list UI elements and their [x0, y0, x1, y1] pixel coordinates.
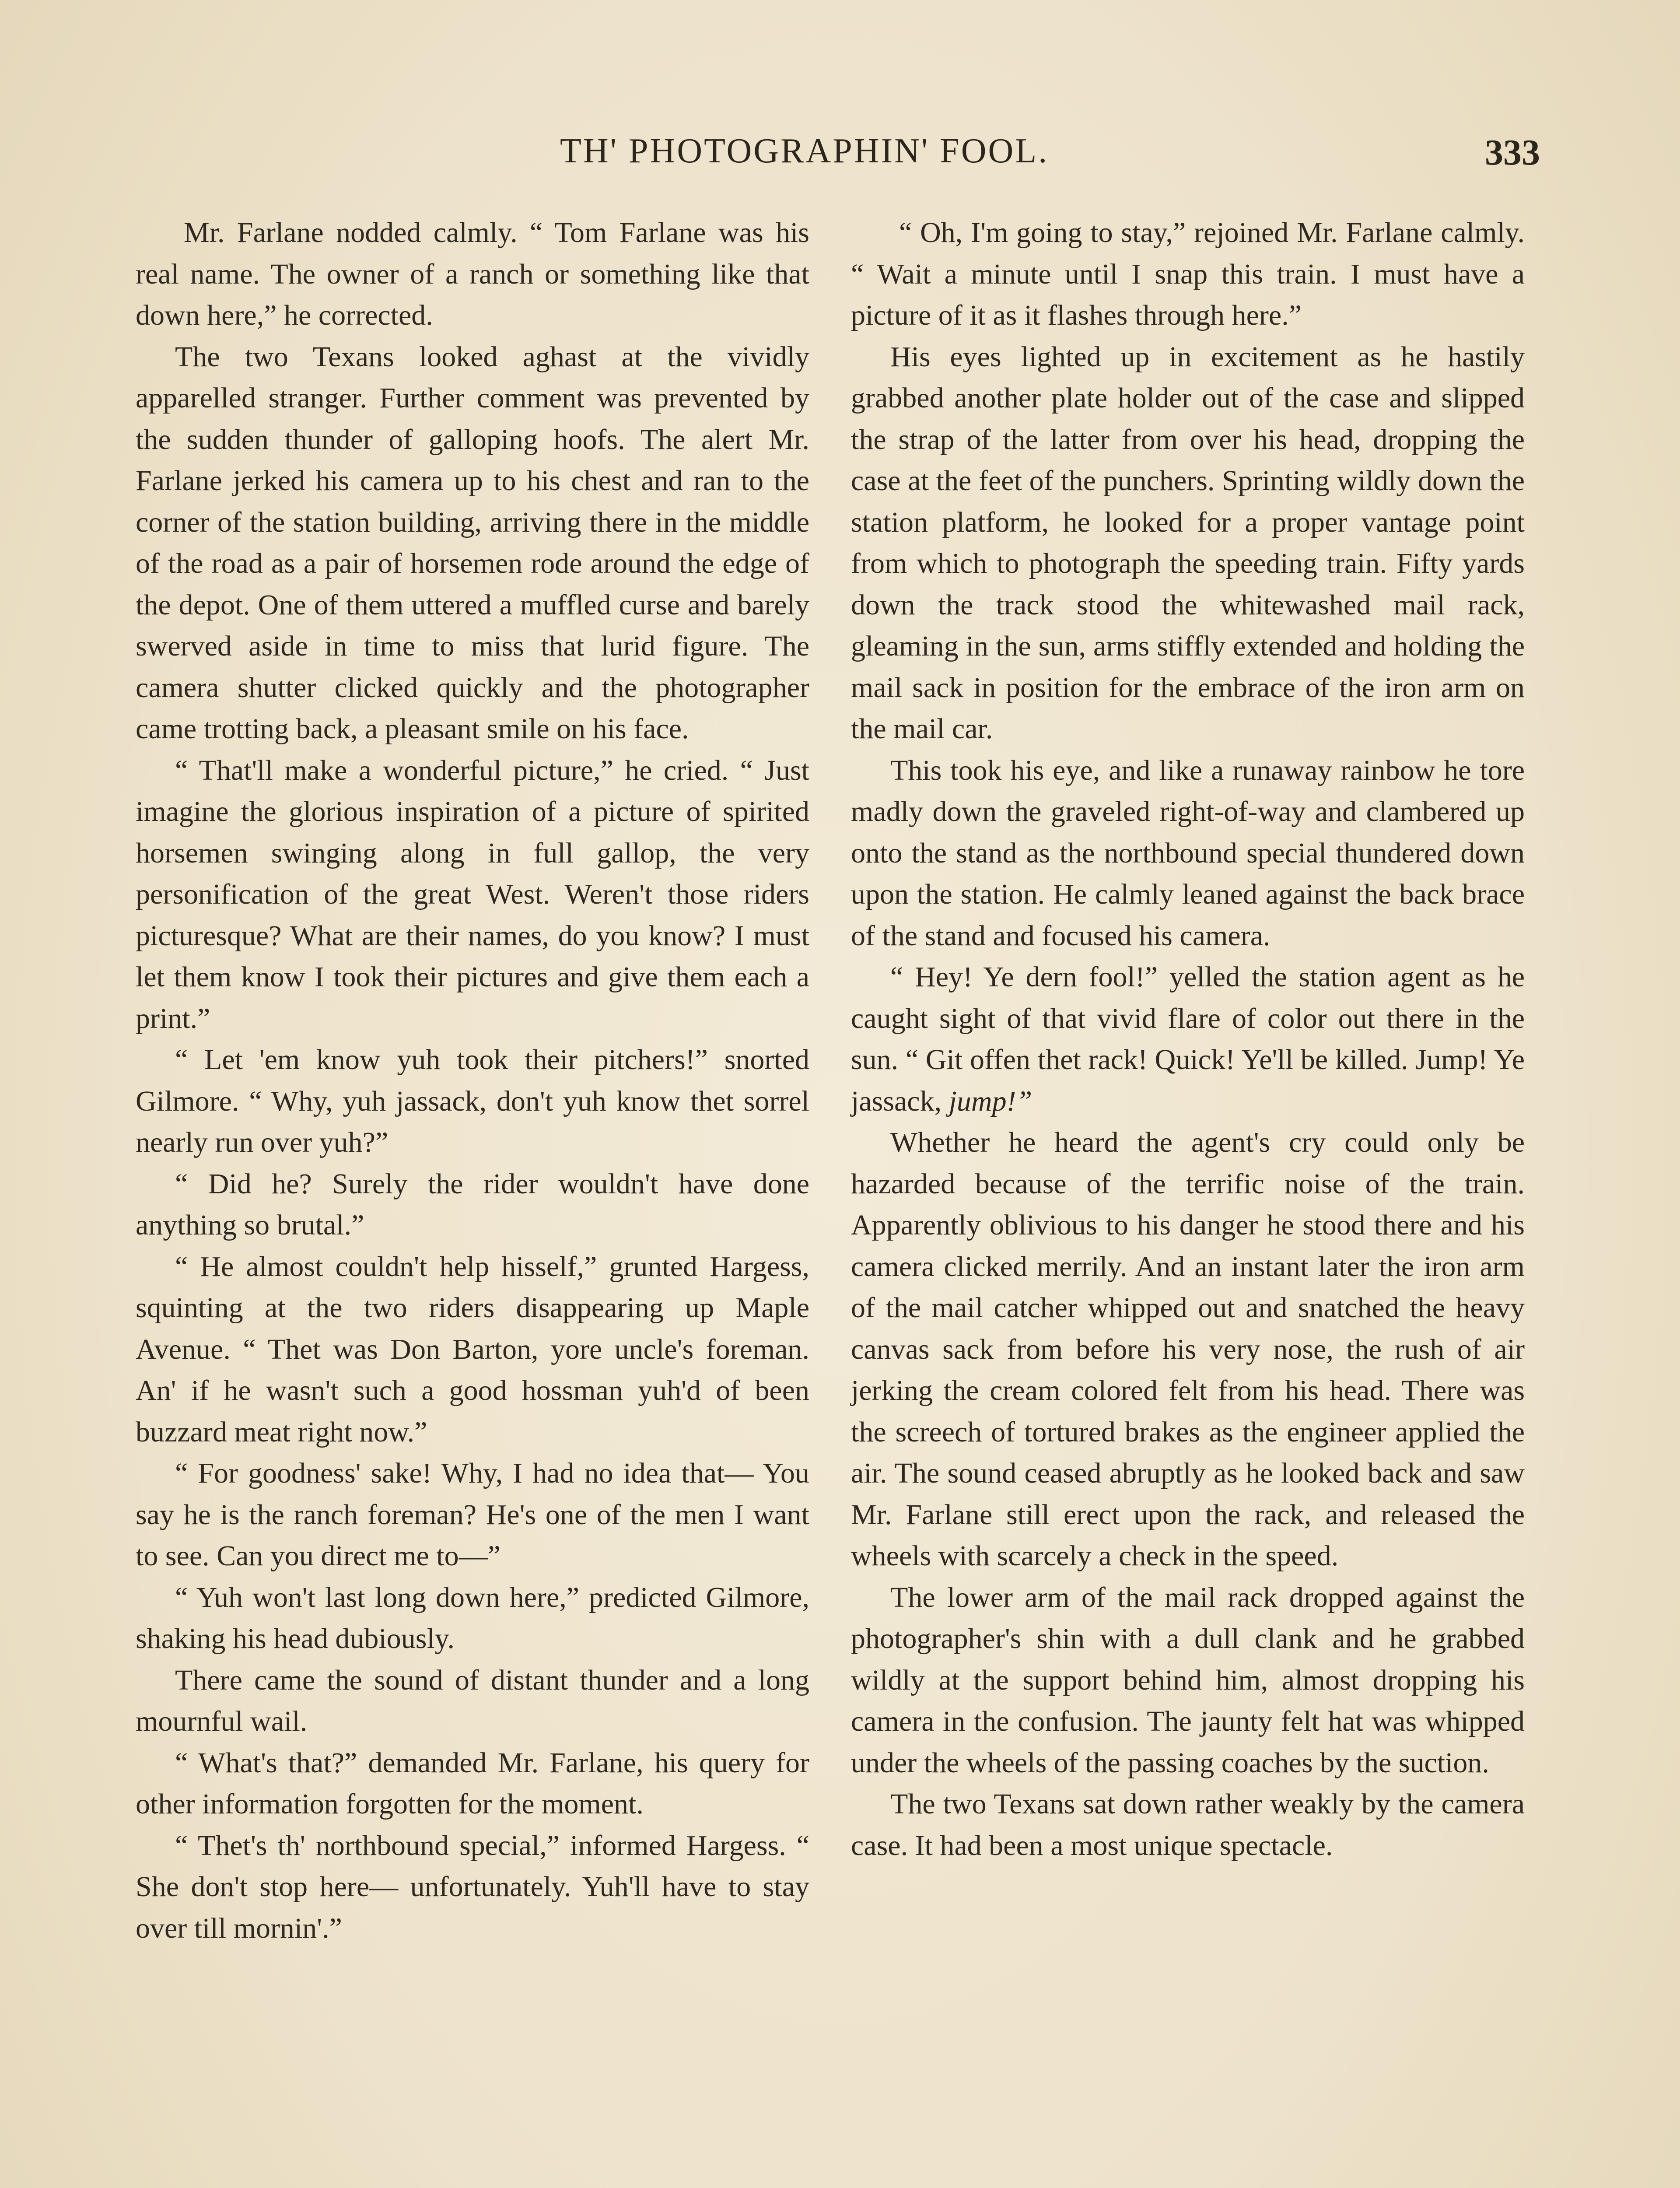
paragraph: “ He almost couldn't help hisself,” grunted Hargess, squinting at the two riders disappearing up Maple Avenue. “ Thet was Don Barton, yore uncle's foreman. An' if he wasn't such a good hossman yuh'd of been buzzard meat right now.” — [136, 1250, 809, 1448]
running-head: TH' PHOTOGRAPHIN' FOOL. — [560, 132, 1049, 170]
paragraph — [851, 957, 1525, 1122]
paragraph-text: “ Hey! Ye dern fool!” yelled the station agent as he caught sight of that vivid flare of color out there in the sun. “ Git offen thet rack! Quick! Ye'll be killed. Jump! Ye jassack, — [851, 961, 1525, 1117]
paragraph: His eyes lighted up in excitement as he hastily grabbed another plate holder out of the case and slipped the strap of the latter from over his head, dropping the case at the feet of the punchers. Sprinting wildly down the station platform, he looked for a proper vantage point from which to photograph the speeding train. Fifty yards down the track stood the whitewashed mail rack, gleaming in the sun, arms stiffly extended and holding the mail sack in position for the embrace of the iron arm on the mail car. — [851, 340, 1525, 745]
paragraph: “ What's that?” demanded Mr. Farlane, his query for other information forgotten for the moment. — [136, 1746, 809, 1820]
paragraph: Mr. Farlane nodded calmly. “ Tom Farlane was his real name. The owner of a ranch or something like that down here,” he corrected. — [136, 217, 809, 331]
paragraph: The two Texans sat down rather weakly by the camera case. It had been a most unique spectacle. — [851, 1788, 1525, 1862]
italic-word: jump!” — [948, 1085, 1032, 1117]
paragraph: This took his eye, and like a runaway rainbow he tore madly down the graveled right-of-way and clambered up onto the stand as the northbound special thundered down upon the station. He calmly leaned against the back brace of the stand and focused his camera. — [851, 754, 1525, 952]
paragraph: “ Let 'em know yuh took their pitchers!” snorted Gilmore. “ Why, yuh jassack, don't yuh know thet sorrel nearly run over yuh?” — [136, 1044, 809, 1158]
right-column — [851, 212, 1525, 1866]
paragraph: The two Texans looked aghast at the vividly apparelled stranger. Further comment was prevented by the sudden thunder of galloping hoofs. The alert Mr. Farlane jerked his camera up to his chest and ran to the corner of the station building, arriving there in the middle of the road as a pair of horsemen rode around the edge of the depot. One of them uttered a muffled curse and barely swerved aside in time to miss that lurid figure. The camera shutter clicked quickly and the photographer came trotting back, a pleasant smile on his face. — [136, 340, 809, 745]
left-column — [136, 212, 809, 1949]
page-number: 333 — [1485, 132, 1540, 173]
paragraph: “ Thet's th' northbound special,” informed Hargess. “ She don't stop here— unfortunately. Yuh'll have to stay over till mornin'.” — [136, 1829, 809, 1944]
paragraph: “ That'll make a wonderful picture,” he cried. “ Just imagine the glorious inspiration of a picture of spirited horsemen swinging along in full gallop, the very personification of the great West. Weren't those riders picturesque? What are their names, do you know? I must let them know I took their pictures and give them each a print.” — [136, 754, 809, 1034]
paragraph: “ Did he? Surely the rider wouldn't have done anything so brutal.” — [136, 1168, 809, 1241]
paragraph: “ For goodness' sake! Why, I had no idea that— You say he is the ranch foreman? He's one of the men I want to see. Can you direct me to—” — [136, 1457, 809, 1572]
paragraph: “ Yuh won't last long down here,” predicted Gilmore, shaking his head dubiously. — [136, 1581, 809, 1655]
paragraph: Whether he heard the agent's cry could only be hazarded because of the terrific noise of the train. Apparently oblivious to his danger he stood there and his camera clicked merrily. And an instant later the iron arm of the mail catcher whipped out and snatched the heavy canvas sack from before his very nose, the rush of air jerking the cream colored felt from his head. There was the screech of tortured brakes as the engineer applied the air. The sound ceased abruptly as he looked back and saw Mr. Farlane still erect upon the rack, and released the wheels with scarcely a check in the speed. — [851, 1126, 1525, 1572]
paragraph: “ Oh, I'm going to stay,” rejoined Mr. Farlane calmly. “ Wait a minute until I snap this train. I must have a picture of it as it flashes through here.” — [851, 217, 1525, 331]
paragraph: The lower arm of the mail rack dropped against the photographer's shin with a dull clank and he grabbed wildly at the support behind him, almost dropping his camera in the confusion. The jaunty felt hat was whipped under the wheels of the passing coaches by the suction. — [851, 1581, 1525, 1779]
paragraph: There came the sound of distant thunder and a long mournful wail. — [136, 1664, 809, 1737]
